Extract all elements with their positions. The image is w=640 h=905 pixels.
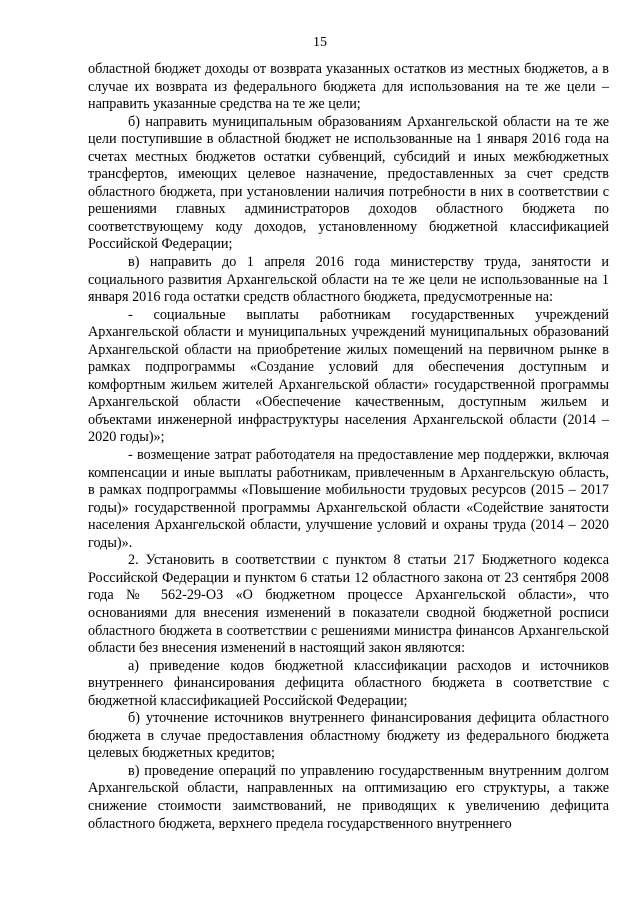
paragraph-item-b: б) направить муниципальным образованиям Архангельской области на те же цели поступившие в областной бюджет не использованные на 1 января 2016 года на счетах местных бюджетов остатки субвенций, субсидий и иных межбюджетных трансфертов, имеющих целевое назначение, предоставленных за счет средств областного бюджета, при установлении наличия потребности в них в соответствии с решениями главных администраторов доходов областного бюджета по соответствующему коду доходов, установленному бюджетной классификацией Российской Федерации; <box>88 113 609 253</box>
paragraph-section-2: 2. Установить в соответствии с пунктом 8 статьи 217 Бюджетного кодекса Российской Федерации и пунктом 6 статьи 12 областного закона от 23 сентября 2008 года № 562-29-ОЗ «О бюджетном процессе Архангельской области», что основаниями для внесения изменений в показатели сводной бюджетной росписи областного бюджета в соответствии с решениями министра финансов Архангельской области без внесения изменений в настоящий закон являются: <box>88 552 609 657</box>
paragraph-continuation: областной бюджет доходы от возврата указанных остатков из местных бюджетов, а в случае их возврата из федерального бюджета для использования на те же цели – направить указанные средства на те же цели; <box>88 61 609 113</box>
paragraph-bullet-social-payments: - социальные выплаты работникам государственных учреждений Архангельской области и муниципальных учреждений муниципальных образований Архангельской области на приобретение жилых помещений на первичном рынке в рамках подпрограммы «Создание условий для обеспечения доступным и комфортным жильем жителей Архангельской области» государственной программы Архангельской области «Обеспечение качественным, доступным жильем и объектами инженерной инфраструктуры населения Архангельской области (2014 – 2020 годы)»; <box>88 306 609 446</box>
paragraph-item-v: в) направить до 1 апреля 2016 года министерству труда, занятости и социального развития Архангельской области на те же цели не использованные на 1 января 2016 года остатки средств областного бюджета, предусмотренные на: <box>88 254 609 306</box>
paragraph-item-v-2: в) проведение операций по управлению государственным внутренним долгом Архангельской области, направленных на оптимизацию его структуры, а также снижение стоимости заимствований, не приводящих к увеличению дефицита областного бюджета, верхнего предела государственного внутреннего <box>88 762 609 832</box>
document-body <box>88 61 609 833</box>
page-number: 15 <box>313 35 327 50</box>
paragraph-item-a: а) приведение кодов бюджетной классификации расходов и источников внутреннего финансирования дефицита областного бюджета в соответствие с бюджетной классификацией Российской Федерации; <box>88 657 609 709</box>
paragraph-bullet-reimbursement: - возмещение затрат работодателя на предоставление мер поддержки, включая компенсации и иные выплаты работникам, привлеченным в Архангельскую область, в рамках подпрограммы «Повышение мобильности трудовых ресурсов (2015 – 2017 годы)» государственной программы Архангельской области «Содействие занятости населения Архангельской области, улучшение условий и охраны труда (2014 – 2020 годы)». <box>88 447 609 551</box>
paragraph-item-b-2: б) уточнение источников внутреннего финансирования дефицита областного бюджета в случае предоставления областному бюджету из федерального бюджета целевых бюджетных кредитов; <box>88 710 609 762</box>
